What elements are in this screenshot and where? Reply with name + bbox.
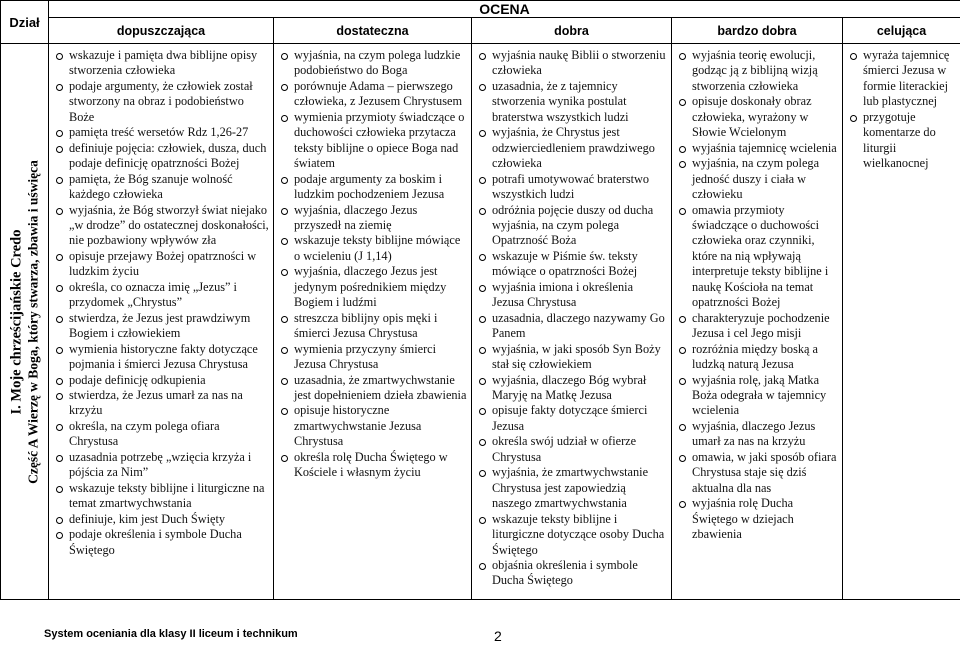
section-label — [8, 160, 41, 484]
criterion-item: określa rolę Ducha Świętego w Kościele i własnym życiu — [280, 450, 467, 481]
criterion-item: określa, na czym polega ofiara Chrystusa — [55, 419, 269, 450]
criterion-item: opisuje historyczne zmartwychwstanie Jezusa Chrystusa — [280, 403, 467, 449]
criteria-cell-dopuszczajaca — [49, 44, 274, 600]
criterion-item: podaje argumenty, że człowiek został stworzony na obraz i podobieństwo Boże — [55, 79, 269, 125]
criterion-item: stwierdza, że Jezus jest prawdziwym Bogiem i człowiekiem — [55, 311, 269, 342]
page-number: 2 — [494, 628, 502, 644]
criterion-item: potrafi umotywować braterstwo wszystkich ludzi — [478, 172, 667, 203]
criterion-item: przygotuje komentarze do liturgii wielkanocnej — [849, 110, 956, 172]
criterion-item: określa swój udział w ofierze Chrystusa — [478, 434, 667, 465]
criterion-item: uzasadnia potrzebę „wzięcia krzyża i pójścia za Nim” — [55, 450, 269, 481]
criteria-cell-celujaca — [843, 44, 960, 600]
criterion-item: wskazuje i pamięta dwa biblijne opisy stworzenia człowieka — [55, 48, 269, 79]
criterion-item: opisuje przejawy Bożej opatrzności w ludzkim życiu — [55, 249, 269, 280]
criterion-item: wskazuje teksty biblijne i liturgiczne dotyczące osoby Ducha Świętego — [478, 512, 667, 558]
level-header-dopuszczajaca: dopuszczająca — [49, 18, 274, 44]
criterion-item: opisuje doskonały obraz człowieka, wyrażony w Słowie Wcielonym — [678, 94, 838, 140]
criterion-item: podaje określenia i symbole Ducha Świętego — [55, 527, 269, 558]
level-header-bardzo-dobra: bardzo dobra — [672, 18, 843, 44]
criterion-item: wyjaśnia, dlaczego Jezus przyszedł na ziemię — [280, 203, 467, 234]
criterion-item: wyjaśnia tajemnicę wcielenia — [678, 141, 838, 156]
criterion-item: wyjaśnia naukę Biblii o stworzeniu człowieka — [478, 48, 667, 79]
criteria-cell-dobra — [472, 44, 672, 600]
criterion-item: rozróżnia między boską a ludzką naturą Jezusa — [678, 342, 838, 373]
criterion-item: wyjaśnia, dlaczego Jezus jest jedynym pośrednikiem między Bogiem i ludźmi — [280, 264, 467, 310]
footer-system-label: System oceniania dla klasy II liceum i technikum — [44, 628, 298, 640]
criterion-item: wskazuje teksty biblijne mówiące o wcieleniu (J 1,14) — [280, 233, 467, 264]
criterion-item: wyjaśnia, dlaczego Jezus umarł za nas na krzyżu — [678, 419, 838, 450]
criterion-item: objaśnia określenia i symbole Ducha Świętego — [478, 558, 667, 589]
criterion-item: wyjaśnia, na czym polega jedność duszy i ciała w człowieku — [678, 156, 838, 202]
criterion-item: stwierdza, że Jezus umarł za nas na krzyżu — [55, 388, 269, 419]
section-subtitle: Część A Wierzę w Boga, który stwarza, zbawia i uświęca — [25, 159, 40, 484]
criterion-item: odróżnia pojęcie duszy od ducha wyjaśnia, na czym polega Opatrzność Boża — [478, 203, 667, 249]
criterion-item: definiuje pojęcia: człowiek, dusza, duch podaje definicję opatrzności Bożej — [55, 141, 269, 172]
criterion-item: definiuje, kim jest Duch Święty — [55, 512, 269, 527]
criterion-item: pamięta, że Bóg szanuje wolność każdego człowieka — [55, 172, 269, 203]
criterion-item: omawia przymioty świadczące o duchowości człowieka oraz czynniki, które na nią wpływają interpretuje teksty biblijne i naukę Kościoła na temat opatrzności Bożej — [678, 203, 838, 311]
criterion-item: pamięta treść wersetów Rdz 1,26-27 — [55, 125, 269, 140]
criteria-list-dobra — [472, 44, 671, 589]
criterion-item: wyjaśnia, że Bóg stworzył świat niejako „w drodze” do ostatecznej doskonałości, nie pozbawiony wpływów zła — [55, 203, 269, 249]
criterion-item: uzasadnia, że zmartwychwstanie jest dopełnieniem dzieła zbawienia — [280, 373, 467, 404]
criterion-item: wskazuje w Piśmie św. teksty mówiące o opatrzności Bożej — [478, 249, 667, 280]
section-label-cell — [1, 44, 49, 600]
criterion-item: uzasadnia, że z tajemnicy stworzenia wynika postulat braterstwa wszystkich ludzi — [478, 79, 667, 125]
criterion-item: opisuje fakty dotyczące śmierci Jezusa — [478, 403, 667, 434]
criteria-list-dopuszczajaca — [49, 44, 273, 558]
section-column-header: Dział — [1, 1, 49, 44]
level-header-dostateczna: dostateczna — [274, 18, 472, 44]
criterion-item: wyjaśnia, dlaczego Bóg wybrał Maryję na Matkę Jezusa — [478, 373, 667, 404]
criterion-item: podaje definicję odkupienia — [55, 373, 269, 388]
criteria-list-dostateczna — [274, 44, 471, 481]
grade-header: OCENA — [49, 1, 960, 18]
criterion-item: wskazuje teksty biblijne i liturgiczne na temat zmartwychwstania — [55, 481, 269, 512]
level-header-dobra: dobra — [472, 18, 672, 44]
section-title: I. Moje chrześcijańskie Credo — [8, 229, 24, 414]
level-header-celujaca: celująca — [843, 18, 960, 44]
criterion-item: omawia, w jaki sposób ofiara Chrystusa staje się dziś aktualna dla nas — [678, 450, 838, 496]
criterion-item: wyjaśnia, że Chrystus jest odzwierciedleniem prawdziwego człowieka — [478, 125, 667, 171]
criterion-item: wyjaśnia imiona i określenia Jezusa Chrystusa — [478, 280, 667, 311]
criterion-item: wyjaśnia rolę Ducha Świętego w dziejach zbawienia — [678, 496, 838, 542]
criterion-item: wyraża tajemnicę śmierci Jezusa w formie literackiej lub plastycznej — [849, 48, 956, 110]
criteria-list-celujaca — [843, 44, 960, 172]
criteria-list-bardzo-dobra — [672, 44, 842, 543]
criterion-item: wyjaśnia, w jaki sposób Syn Boży stał się człowiekiem — [478, 342, 667, 373]
criterion-item: wyjaśnia rolę, jaką Matka Boża odegrała w tajemnicy wcielenia — [678, 373, 838, 419]
criterion-item: wyjaśnia, że zmartwychwstanie Chrystusa jest zapowiedzią naszego zmartwychwstania — [478, 465, 667, 511]
criterion-item: porównuje Adama – pierwszego człowieka, z Jezusem Chrystusem — [280, 79, 467, 110]
criteria-cell-dostateczna — [274, 44, 472, 600]
criterion-item: uzasadnia, dlaczego nazywamy Go Panem — [478, 311, 667, 342]
criterion-item: streszcza biblijny opis męki i śmierci Jezusa Chrystusa — [280, 311, 467, 342]
criterion-item: podaje argumenty za boskim i ludzkim pochodzeniem Jezusa — [280, 172, 467, 203]
criterion-item: wyjaśnia, na czym polega ludzkie podobieństwo do Boga — [280, 48, 467, 79]
criterion-item: wymienia przyczyny śmierci Jezusa Chrystusa — [280, 342, 467, 373]
criterion-item: wymienia przymioty świadczące o duchowości człowieka przytacza teksty biblijne o opiece Boga nad światem — [280, 110, 467, 172]
criterion-item: wyjaśnia teorię ewolucji, godząc ją z biblijną wizją stworzenia człowieka — [678, 48, 838, 94]
criteria-cell-bardzo-dobra — [672, 44, 843, 600]
criterion-item: określa, co oznacza imię „Jezus” i przydomek „Chrystus” — [55, 280, 269, 311]
criterion-item: wymienia historyczne fakty dotyczące pojmania i śmierci Jezusa Chrystusa — [55, 342, 269, 373]
criterion-item: charakteryzuje pochodzenie Jezusa i cel Jego misji — [678, 311, 838, 342]
